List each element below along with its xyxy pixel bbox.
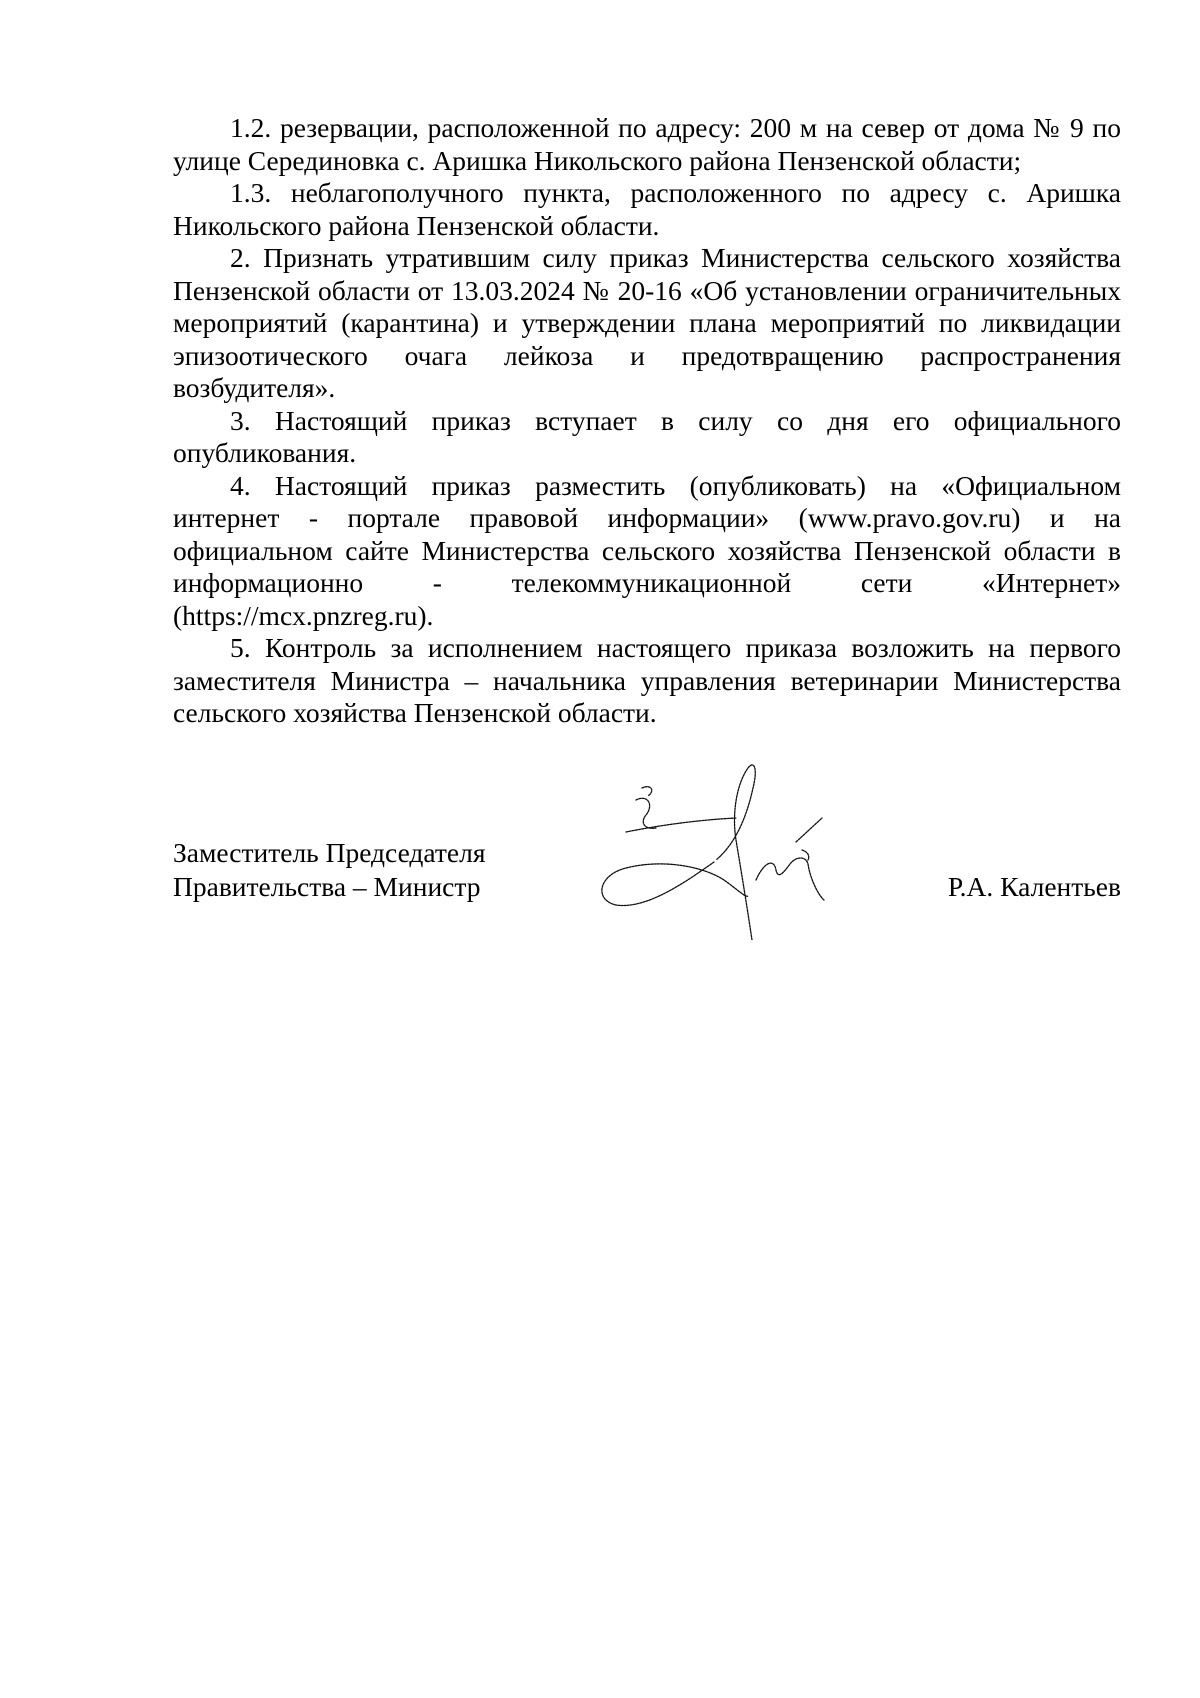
document-body — [173, 112, 1121, 730]
paragraph-5: 5. Контроль за исполнением настоящего приказа возложить на первого заместителя Министра – начальника управления ветеринарии Министерства сельского хозяйства Пензенской области. — [173, 632, 1121, 728]
signer-position-line-2: Правительства – Министр — [173, 871, 481, 902]
paragraph-4: 4. Настоящий приказ разместить (опубликовать) на «Официальном интернет - портале правовой информации» (www.pravo.gov.ru) и на официальном сайте Министерства сельского хозяйства Пензенской области в информационно - телекоммуникационной сети «Интернет» (https://mcx.pnzreg.ru). — [173, 469, 1121, 631]
paragraph-2: 2. Признать утратившим силу приказ Министерства сельского хозяйства Пензенской области от 13.03.2024 № 20-16 «Об установлении ограничительных мероприятий (карантина) и утверждении плана мероприятий по ликвидации эпизоотического очага лейкоза и предотвращению распространения возбудителя». — [173, 242, 1121, 403]
handwritten-signature-icon — [596, 760, 846, 940]
signer-name: Р.А. Калентьев — [947, 871, 1121, 902]
paragraph-3: 3. Настоящий приказ вступает в силу со дня его официального опубликования. — [173, 404, 1121, 468]
signer-position-line-1: Заместитель Председателя — [173, 837, 486, 868]
paragraph-1-3: 1.3. неблагополучного пункта, расположенного по адресу с. Аришка Никольского района Пензенской области. — [173, 177, 1121, 241]
signer-position — [173, 836, 486, 904]
paragraph-1-2: 1.2. резервации, расположенной по адресу: 200 м на север от дома № 9 по улице Серединовка с. Аришка Никольского района Пензенской области; — [173, 112, 1121, 176]
